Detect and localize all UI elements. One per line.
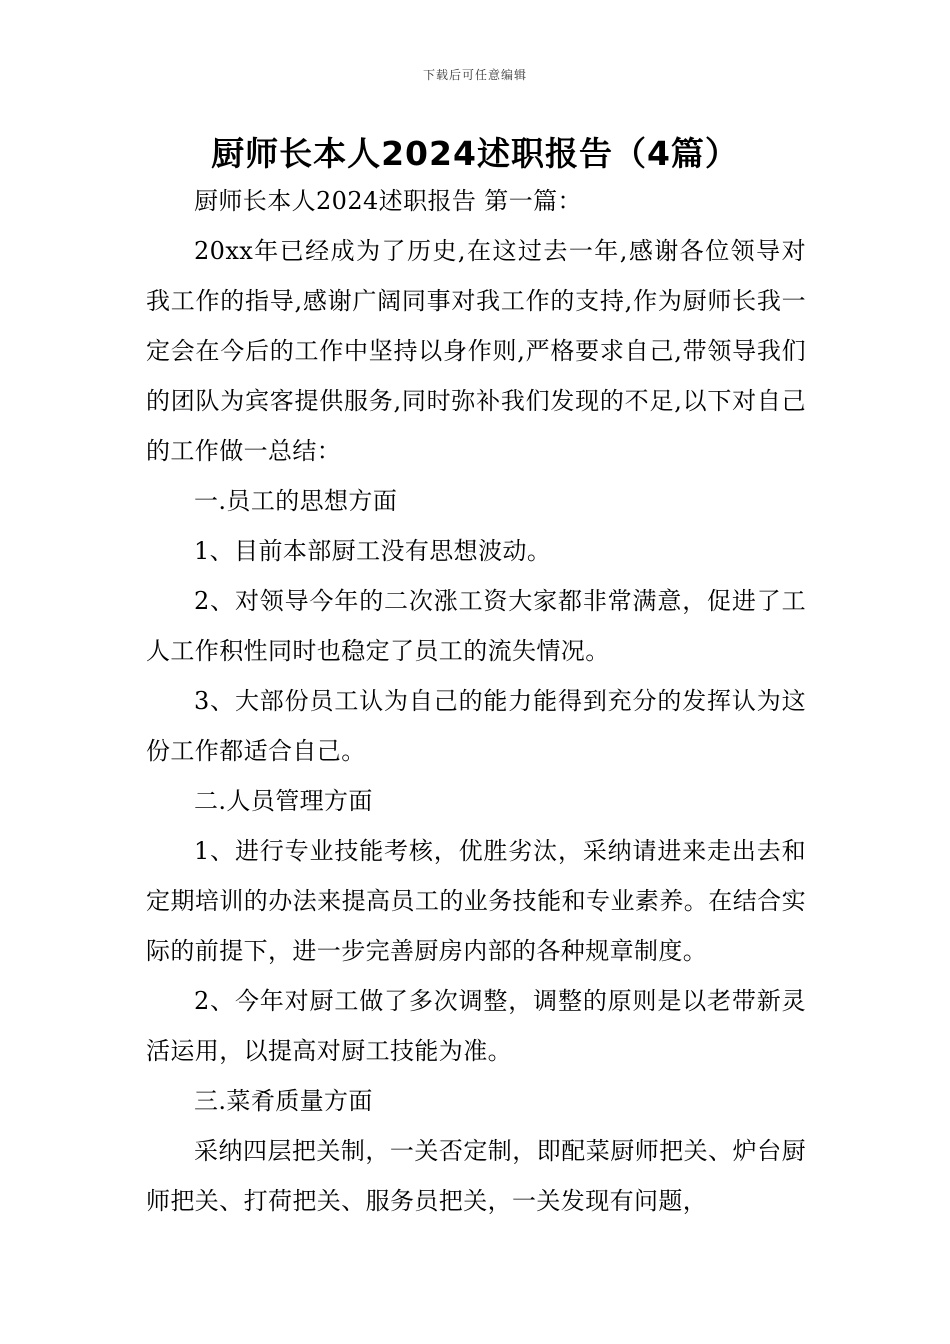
- paragraph-dish-quality: 采纳四层把关制，一关否定制，即配菜厨师把关、炉台厨师把关、打荷把关、服务员把关，一关发现有问题，: [146, 1137, 806, 1215]
- header-note: 下载后可任意编辑: [422, 68, 527, 82]
- paragraph-intro: 20xx年已经成为了历史,在这过去一年,感谢各位领导对我工作的指导,感谢广阔同事对我工作的支持,作为厨师长我一定会在今后的工作中坚持以身作则,严格要求自己,带领导我们的团队为宾客提供服务,同时弥补我们发现的不足,以下对自己的工作做一总结：: [146, 237, 806, 465]
- heading-dish-quality: 三.菜肴质量方面: [194, 1087, 373, 1115]
- document-body: [146, 176, 806, 1226]
- paragraph-staff-point-1: 1、目前本部厨工没有思想波动。: [194, 537, 552, 565]
- paragraph-staff-point-3: 3、大部份员工认为自己的能力能得到充分的发挥认为这份工作都适合自己。: [146, 687, 806, 765]
- heading-personnel-management: 二.人员管理方面: [194, 787, 373, 815]
- paragraph-staff-point-2: 2、对领导今年的二次涨工资大家都非常满意，促进了工人工作积性同时也稳定了员工的流失情况。: [146, 587, 806, 665]
- heading-staff-thinking: 一.员工的思想方面: [194, 487, 398, 515]
- paragraph-personnel-point-2: 2、今年对厨工做了多次调整，调整的原则是以老带新灵活运用，以提高对厨工技能为准。: [146, 987, 806, 1065]
- paragraph-section-heading: 厨师长本人2024述职报告 第一篇：: [194, 187, 582, 215]
- paragraph-personnel-point-1: 1、进行专业技能考核，优胜劣汰，采纳请进来走出去和定期培训的办法来提高员工的业务技能和专业素养。在结合实际的前提下，进一步完善厨房内部的各种规章制度。: [146, 837, 806, 965]
- document-title: 厨师长本人2024述职报告（4篇）: [211, 134, 739, 173]
